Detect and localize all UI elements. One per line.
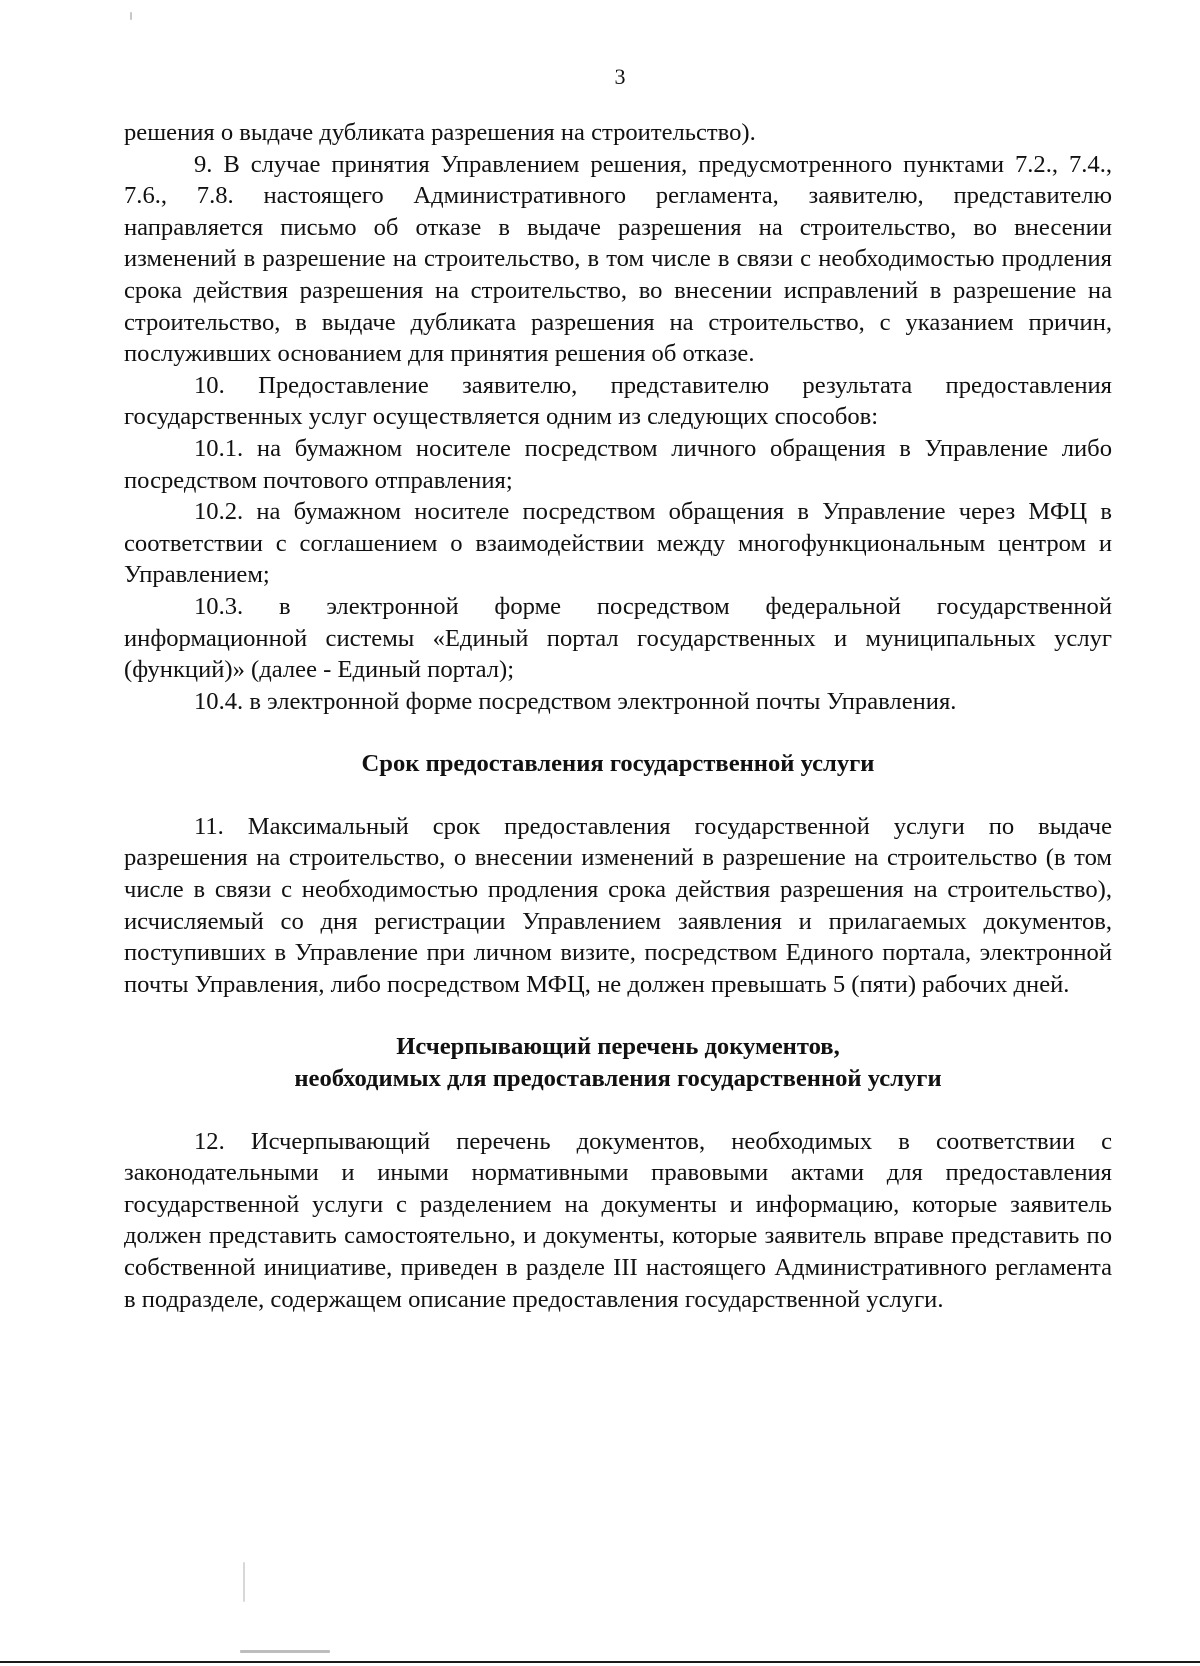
paragraph-11: 11. Максимальный срок предоставления государственной услуги по выдаче разрешения на строительство, о внесении изменений в разрешение на строительство (в том числе в связи с необходимостью продления срока действия разрешения на строительство), исчисляемый со дня регистрации Управлением заявления и прилагаемых документов, поступивших в Управление при личном визите, посредством Единого портала, электронной почты Управления, либо посредством МФЦ, не должен превышать 5 (пяти) рабочих дней. bbox=[124, 812, 1112, 998]
scan-artifact bbox=[240, 1650, 330, 1653]
paragraph-12: 12. Исчерпывающий перечень документов, необходимых в соответствии с законодательными и иными нормативными правовыми актами для предоставления государственной услуги с разделением на документы и информацию, которые заявитель должен представить самостоятельно, и документы, которые заявитель вправе представить по собственной инициативе, приведен в разделе III настоящего Административного регламента в подразделе, содержащем описание предоставления государственной услуги. bbox=[124, 1127, 1112, 1313]
paragraph-10-1: 10.1. на бумажном носителе посредством личного обращения в Управление либо посредством почтового отправления; bbox=[124, 434, 1112, 494]
paragraph-10-4: 10.4. в электронной форме посредством электронной почты Управления. bbox=[194, 687, 957, 715]
section-heading-documents bbox=[124, 1031, 1112, 1094]
scan-artifact bbox=[243, 1562, 245, 1602]
section-heading-documents-line-1: Исчерпывающий перечень документов, bbox=[396, 1033, 840, 1061]
page-number: 3 bbox=[614, 64, 626, 89]
page-bottom-edge bbox=[0, 1661, 1200, 1663]
paragraph-10-2: 10.2. на бумажном носителе посредством обращения в Управление через МФЦ в соответствии с соглашением о взаимодействии между многофункциональным центром и Управлением; bbox=[124, 498, 1112, 589]
scan-artifact bbox=[130, 12, 132, 20]
paragraph-9: 9. В случае принятия Управлением решения, предусмотренного пунктами 7.2., 7.4., 7.6., 7.8. настоящего Административного регламента, заявителю, представителю направляется письмо об отказе в выдаче разрешения на строительство, во внесении изменений в разрешение на строительство, в том числе в связи с необходимостью продления срока действия разрешения на строительство, во внесении исправлений в разрешение на строительство, в выдаче дубликата разрешения на строительство, с указанием причин, послуживших основанием для принятия решения об отказе. bbox=[124, 150, 1112, 368]
paragraph-10-3: 10.3. в электронной форме посредством федеральной государственной информационной системы «Единый портал государственных и муниципальных услуг (функций)» (далее - Единый портал); bbox=[124, 592, 1112, 684]
paragraph-10: 10. Предоставление заявителю, представителю результата предоставления государственных услуг осуществляется одним из следующих способов: bbox=[124, 371, 1112, 431]
section-heading-documents-line-2: необходимых для предоставления государственной услуги bbox=[294, 1065, 942, 1093]
paragraph-continuation: решения о выдаче дубликата разрешения на строительство). bbox=[124, 119, 756, 146]
document-body bbox=[124, 117, 1112, 1315]
section-heading-term: Срок предоставления государственной услуги bbox=[361, 750, 875, 778]
